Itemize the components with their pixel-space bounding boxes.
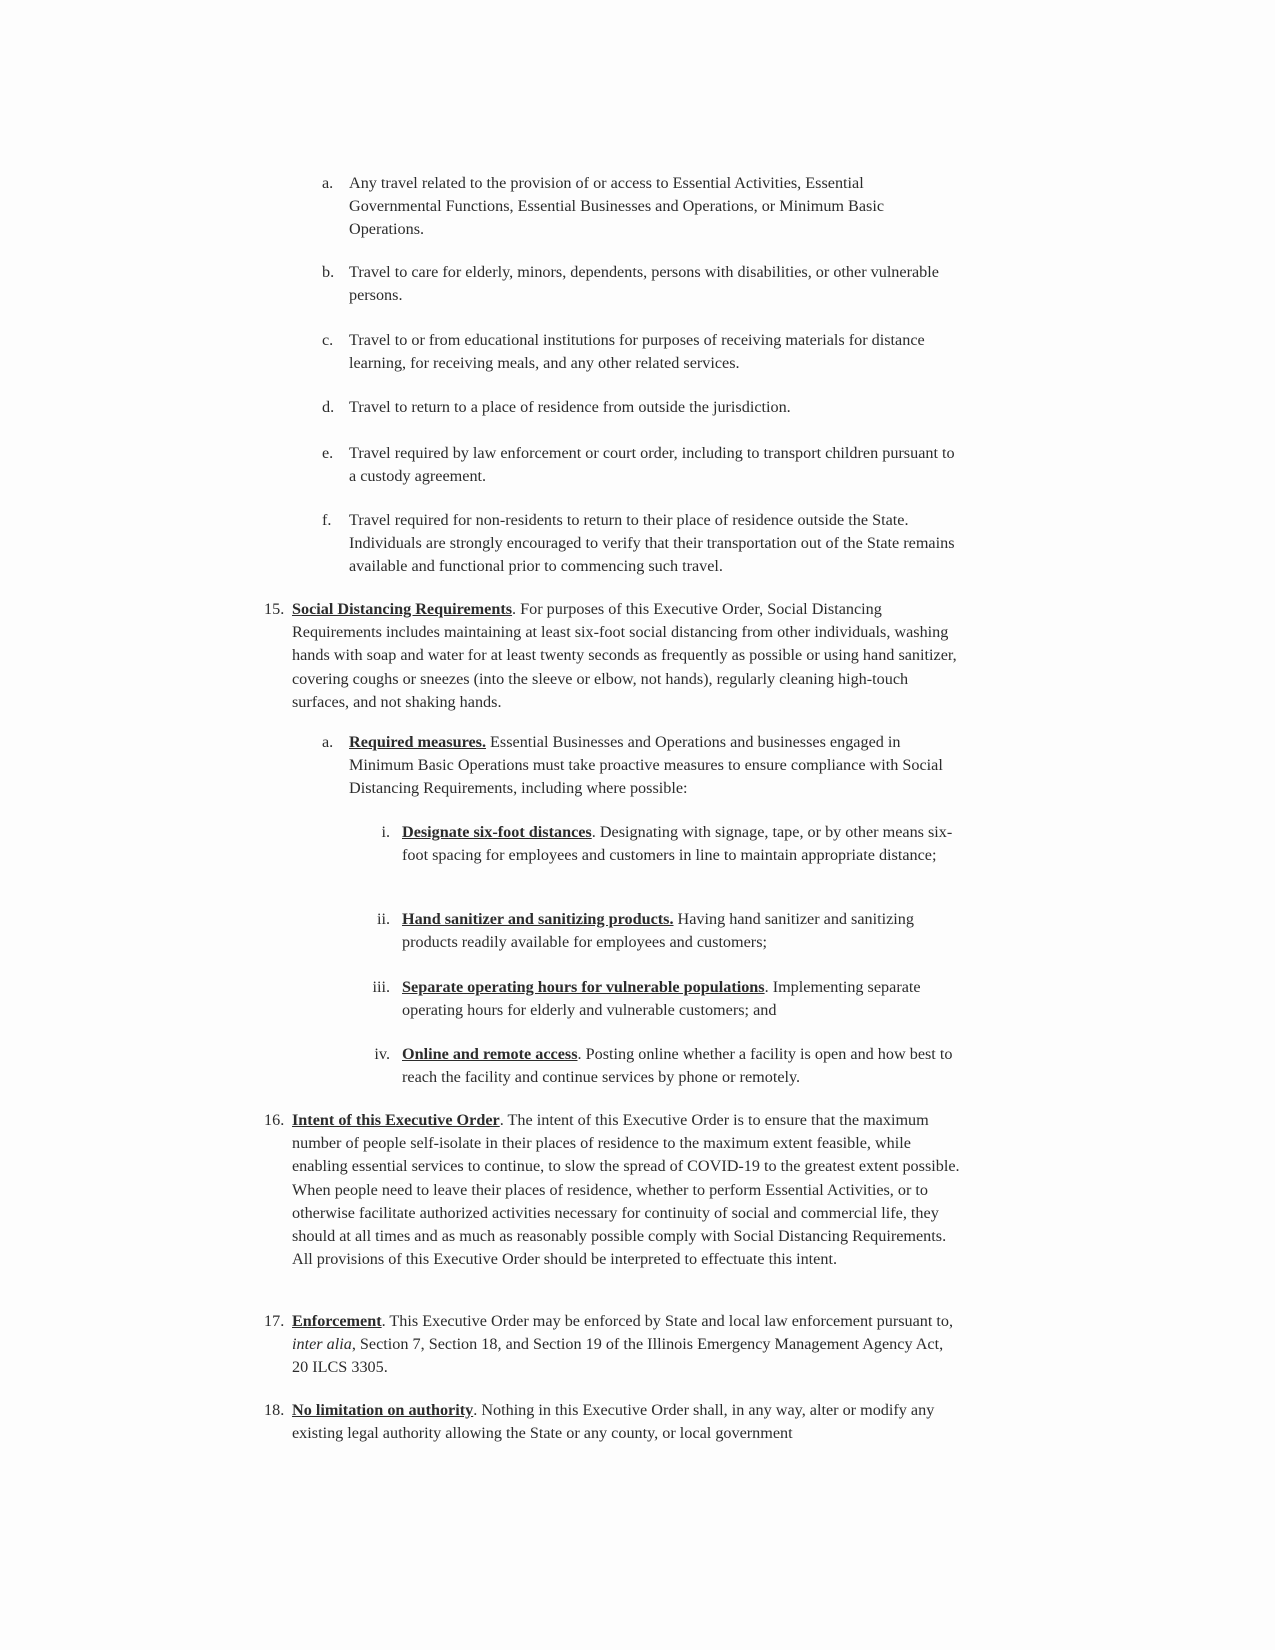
section-number: 15.: [264, 600, 285, 618]
section-heading: Intent of this Executive Order: [292, 1111, 500, 1129]
roman-label: ii.: [376, 910, 390, 928]
travel-item-e: [322, 442, 958, 488]
list-label: f.: [322, 511, 332, 529]
measure-body: [402, 908, 960, 954]
section-number: 17.: [264, 1312, 285, 1330]
list-text: Travel to or from educational institutions for purposes of receiving materials for distance learning, for receiving meals, and any other related services.: [349, 331, 925, 373]
section-body: [292, 1399, 960, 1445]
section-body: [292, 598, 960, 714]
travel-item-b: [322, 261, 958, 307]
measure-heading: Separate operating hours for vulnerable populations: [402, 978, 765, 996]
section-number: 18.: [264, 1401, 285, 1419]
section-body: [292, 1109, 960, 1271]
roman-label: iv.: [374, 1045, 390, 1063]
measure-text: . Designating with signage, tape, or by other means six-foot spacing for employees and customers in line to maintain appropriate distance;: [402, 823, 953, 865]
section-17: [264, 1310, 960, 1380]
section-text: . The intent of this Executive Order is to ensure that the maximum number of people self-isolate in their places of residence to the maximum extent feasible, while enabling essential services to continue, to slow the spread of COVID-19 to the greatest extent possible. When people need to leave their places of residence, whether to perform Essential Activities, or to otherwise facilitate authorized activities necessary for continuity of social and commercial life, they should at all times and as much as reasonably possible comply with Social Distancing Requirements. All provisions of this Executive Order should be interpreted to effectuate this intent.: [292, 1111, 960, 1269]
section-text: . Nothing in this Executive Order shall, in any way, alter or modify any existing legal authority allowing the State or any county, or local government: [292, 1401, 935, 1443]
measure-text: Having hand sanitizer and sanitizing products readily available for employees and customers;: [402, 910, 914, 952]
list-text: Any travel related to the provision of or access to Essential Activities, Essential Governmental Functions, Essential Businesses and Operations, or Minimum Basic Operations.: [349, 174, 885, 239]
list-label: a.: [322, 174, 334, 192]
measure-heading: Hand sanitizer and sanitizing products.: [402, 910, 674, 928]
measure-ii: [364, 908, 960, 954]
measure-text: . Implementing separate operating hours for elderly and vulnerable customers; and: [402, 978, 921, 1020]
section-16: [264, 1109, 960, 1271]
measure-body: [402, 821, 960, 867]
measure-heading: Online and remote access: [402, 1045, 578, 1063]
section-text: . This Executive Order may be enforced by State and local law enforcement pursuant to,: [381, 1312, 954, 1330]
list-text: Travel to return to a place of residence from outside the jurisdiction.: [349, 398, 791, 416]
list-label: b.: [322, 263, 335, 281]
list-label: a.: [322, 733, 334, 751]
list-label: c.: [322, 331, 334, 349]
sub-text: Essential Businesses and Operations and businesses engaged in Minimum Basic Operations must take proactive measures to ensure compliance with Social Distancing Requirements, including where possible:: [349, 733, 943, 798]
measure-iv: [364, 1043, 960, 1089]
roman-label: iii.: [372, 978, 390, 996]
section-heading: No limitation on authority: [292, 1401, 474, 1419]
section-heading: Enforcement: [292, 1312, 382, 1330]
travel-item-d: [322, 396, 958, 419]
sub-body: [349, 731, 958, 801]
sub-heading: Required measures.: [349, 733, 486, 751]
measure-body: [402, 976, 960, 1022]
measure-iii: [364, 976, 960, 1022]
section-text-after: , Section 7, Section 18, and Section 19 of the Illinois Emergency Management Agency Act, 20 ILCS 3305.: [292, 1335, 944, 1377]
section-15: [264, 598, 960, 714]
section-body: [292, 1310, 960, 1380]
list-text: Travel required for non-residents to return to their place of residence outside the State. Individuals are strongly encouraged to verify that their transportation out of the State remains available and functional prior to commencing such travel.: [349, 511, 955, 576]
section-18: [264, 1399, 960, 1445]
section-heading: Social Distancing Requirements: [292, 600, 513, 618]
section-15-sub-a: [322, 731, 958, 801]
measure-i: [364, 821, 960, 867]
section-text: . For purposes of this Executive Order, Social Distancing Requirements includes maintaining at least six-foot social distancing from other individuals, washing hands with soap and water for at least twenty seconds as frequently as possible or using hand sanitizer, covering coughs or sneezes (into the sleeve or elbow, not hands), regularly cleaning high-touch surfaces, and not shaking hands.: [292, 600, 957, 711]
list-text: Travel to care for elderly, minors, dependents, persons with disabilities, or other vulnerable persons.: [349, 263, 939, 305]
measure-text: . Posting online whether a facility is open and how best to reach the facility and continue services by phone or remotely.: [402, 1045, 953, 1087]
travel-item-f: [322, 509, 958, 579]
measure-heading: Designate six-foot distances: [402, 823, 592, 841]
travel-item-c: [322, 329, 958, 375]
section-number: 16.: [264, 1111, 285, 1129]
section-italic-text: inter alia: [292, 1335, 352, 1354]
list-label: d.: [322, 398, 335, 416]
list-label: e.: [322, 444, 334, 462]
list-text: Travel required by law enforcement or court order, including to transport children pursuant to a custody agreement.: [349, 444, 955, 486]
travel-item-a: [322, 172, 958, 242]
measure-body: [402, 1043, 960, 1089]
roman-label: i.: [381, 823, 390, 841]
